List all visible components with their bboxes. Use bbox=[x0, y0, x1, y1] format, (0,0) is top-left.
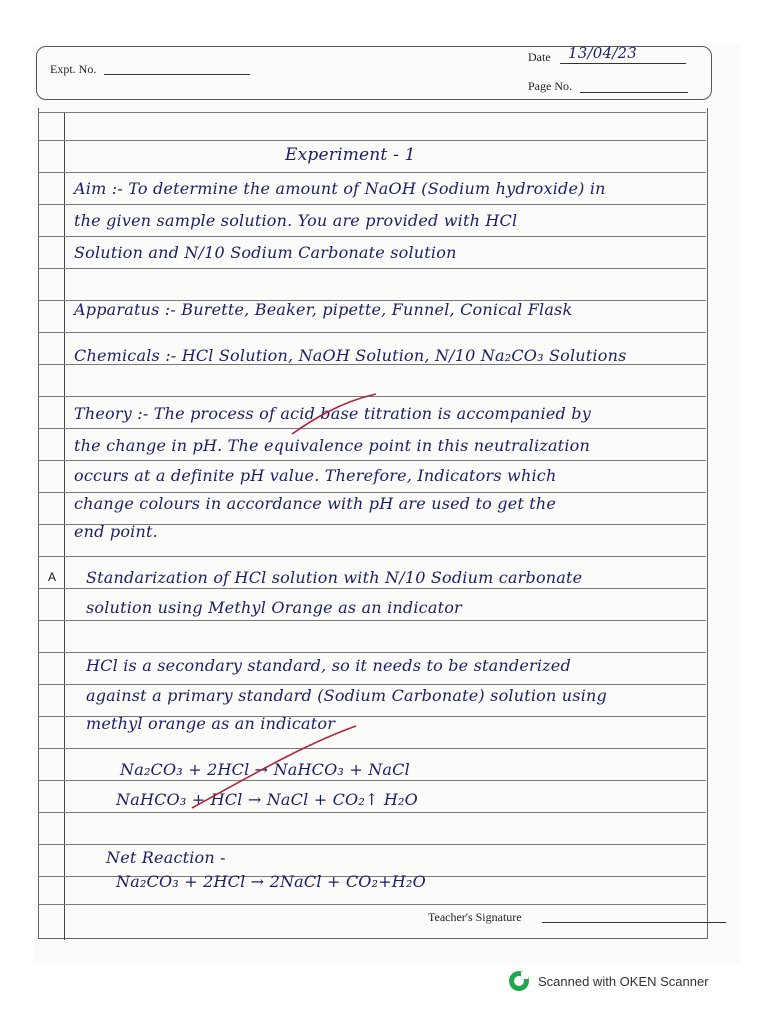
rule-line bbox=[38, 140, 706, 141]
section-heading-line-2: solution using Methyl Orange as an indicator bbox=[86, 598, 462, 617]
page-no-label: Page No. bbox=[528, 79, 572, 93]
chemicals-line: Chemicals :- HCl Solution, NaOH Solution, N/10 Na₂CO₃ Solutions bbox=[74, 346, 627, 365]
rule-line bbox=[38, 332, 706, 333]
red-check-mark bbox=[190, 722, 360, 812]
scanner-logo-icon bbox=[508, 970, 530, 992]
scanner-footer bbox=[508, 970, 709, 992]
expt-no-label: Expt. No. bbox=[50, 62, 97, 76]
reaction-1: Na₂CO₃ + 2HCl → NaHCO₃ + NaCl bbox=[120, 760, 410, 779]
section-body-line-2: against a primary standard (Sodium Carbonate) solution using bbox=[86, 686, 607, 705]
signature-blank bbox=[542, 922, 726, 923]
reaction-2: NaHCO₃ + HCl → NaCl + CO₂↑ H₂O bbox=[116, 790, 418, 809]
rule-line bbox=[38, 268, 706, 269]
rule-line bbox=[38, 812, 706, 813]
rule-line bbox=[38, 112, 706, 113]
theory-line-4: change colours in accordance with pH are used to get the bbox=[74, 494, 557, 513]
rule-line bbox=[38, 652, 706, 653]
section-heading-line-1: Standarization of HCl solution with N/10 Sodium carbonate bbox=[86, 568, 583, 587]
theory-line-5: end point. bbox=[74, 522, 158, 541]
net-reaction-label: Net Reaction - bbox=[106, 848, 226, 867]
aim-line-2: the given sample solution. You are provided with HCl bbox=[74, 211, 518, 230]
date-blank bbox=[560, 63, 686, 64]
theory-line-2: the change in pH. The equivalence point in this neutralization bbox=[74, 436, 590, 455]
expt-no-blank bbox=[104, 74, 250, 75]
date-label: Date bbox=[528, 50, 551, 64]
rule-line bbox=[38, 204, 706, 205]
rule-line bbox=[38, 748, 706, 749]
aim-line-3: Solution and N/10 Sodium Carbonate solution bbox=[74, 243, 457, 262]
page-no-blank bbox=[580, 92, 688, 93]
rule-line bbox=[38, 492, 706, 493]
aim-line-1: Aim :- To determine the amount of NaOH (Sodium hydroxide) in bbox=[74, 179, 606, 198]
net-reaction-equation: Na₂CO₃ + 2HCl → 2NaCl + CO₂+H₂O bbox=[116, 872, 426, 891]
section-body-line-3: methyl orange as an indicator bbox=[86, 714, 336, 733]
rule-line bbox=[38, 588, 706, 589]
rule-line bbox=[38, 904, 706, 905]
apparatus-line: Apparatus :- Burette, Beaker, pipette, Funnel, Conical Flask bbox=[74, 300, 573, 319]
red-check-mark bbox=[290, 390, 380, 440]
date-value: 13/04/23 bbox=[568, 44, 637, 62]
rule-line bbox=[38, 172, 706, 173]
theory-line-1: Theory :- The process of acid base titration is accompanied by bbox=[74, 404, 591, 423]
teacher-signature-label: Teacher's Signature bbox=[428, 910, 522, 924]
rule-line bbox=[38, 236, 706, 237]
theory-line-3: occurs at a definite pH value. Therefore, Indicators which bbox=[74, 466, 557, 485]
section-body-line-1: HCl is a secondary standard, so it needs to be standerized bbox=[86, 656, 571, 675]
rule-line bbox=[38, 556, 706, 557]
rule-line bbox=[38, 620, 706, 621]
rule-line bbox=[38, 844, 706, 845]
rule-line bbox=[38, 460, 706, 461]
rule-line bbox=[38, 780, 706, 781]
rule-line bbox=[38, 684, 706, 685]
scanner-text: Scanned with OKEN Scanner bbox=[538, 973, 709, 989]
experiment-title: Experiment - 1 bbox=[285, 145, 416, 165]
section-marker: A bbox=[48, 570, 57, 584]
